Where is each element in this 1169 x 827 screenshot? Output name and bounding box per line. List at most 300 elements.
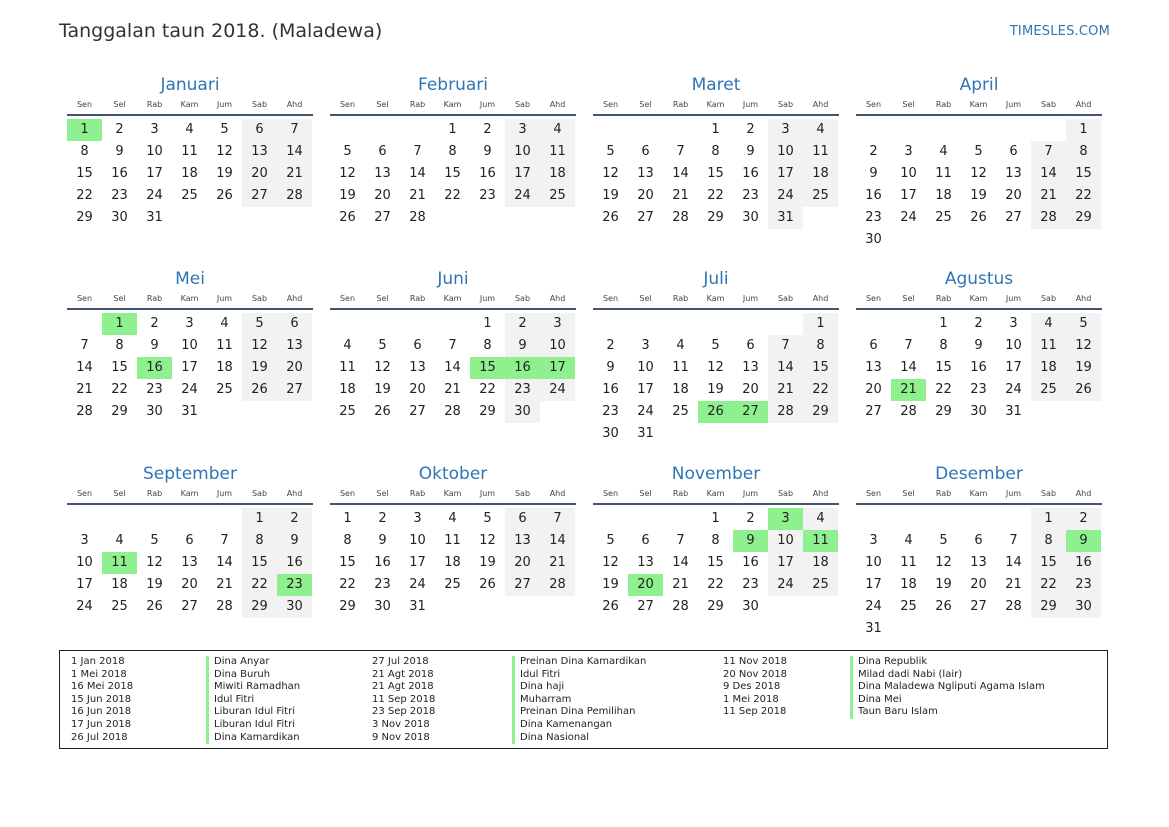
empty-cell [365, 119, 400, 141]
weekday-label: Rab [146, 294, 163, 303]
empty-cell [593, 508, 628, 530]
empty-cell [891, 508, 926, 530]
weekday-label: Rab [409, 294, 426, 303]
legend-holiday-name: Liburan Idul Fitri [206, 719, 300, 732]
weekday-label: Ahd [1075, 100, 1092, 109]
legend-date: 17 Jun 2018 [71, 718, 132, 730]
weekday-label: Sen [865, 294, 882, 303]
day-cell: 10 [146, 144, 163, 159]
weekday-label: Sab [251, 100, 268, 109]
day-cell: 23 [742, 577, 759, 592]
day-cell: 27 [374, 210, 391, 225]
day-cell: 26 [374, 404, 391, 419]
legend-holiday-name: Liburan Idul Fitri [206, 706, 300, 719]
weekday-label: Sel [902, 294, 915, 303]
day-cell: 13 [1005, 166, 1022, 181]
day-cell: 14 [672, 166, 689, 181]
day-cell: 3 [1009, 316, 1018, 331]
day-cell: 22 [935, 382, 952, 397]
day-cell: 24 [409, 577, 426, 592]
day-cell: 11 [1031, 335, 1066, 357]
day-cell: 6 [277, 313, 312, 335]
weekday-header [856, 98, 1102, 116]
day-cell: 14 [444, 360, 461, 375]
month-november [593, 463, 839, 618]
legend-date: 27 Jul 2018 [372, 656, 429, 667]
legend-holiday-name: Dina Maladewa Ngliputi Agama Islam [850, 681, 1045, 694]
day-cell: 28 [444, 404, 461, 419]
day-cell: 3 [641, 338, 650, 353]
day-cell: 30 [111, 210, 128, 225]
day-cell: 13 [637, 166, 654, 181]
day-cell: 29 [803, 401, 838, 423]
day-cell: 3 [904, 144, 913, 159]
day-cell: 24 [768, 574, 803, 596]
day-cell: 2 [869, 144, 878, 159]
day-cell: 15 [803, 357, 838, 379]
weekday-label: Jum [742, 100, 759, 109]
day-cell: 22 [339, 577, 356, 592]
day-cell: 24 [865, 599, 882, 614]
day-cell: 29 [111, 404, 128, 419]
day-cell: 28 [672, 210, 689, 225]
day-cell: 13 [505, 530, 540, 552]
day-cell: 27 [242, 185, 277, 207]
day-cell: 20 [409, 382, 426, 397]
day-cell: 26 [339, 210, 356, 225]
day-grid [856, 313, 1102, 423]
day-cell: 21 [216, 577, 233, 592]
day-cell: 7 [676, 144, 685, 159]
weekday-label: Ahd [549, 294, 566, 303]
legend-date-column [723, 656, 787, 719]
day-cell: 29 [707, 210, 724, 225]
legend-date: 23 Sep 2018 [372, 706, 436, 718]
day-cell: 8 [343, 533, 352, 548]
day-cell: 20 [505, 552, 540, 574]
month-september [67, 463, 313, 618]
day-cell: 17 [76, 577, 93, 592]
day-cell: 6 [505, 508, 540, 530]
legend-holiday-name: Dina haji [512, 681, 646, 694]
day-cell: 8 [939, 338, 948, 353]
day-cell: 5 [378, 338, 387, 353]
day-cell: 19 [216, 166, 233, 181]
month-januari [67, 74, 313, 229]
day-cell: 23 [1066, 574, 1101, 596]
weekday-label: Sel [113, 489, 126, 498]
weekday-label: Sab [251, 294, 268, 303]
day-cell: 22 [1066, 185, 1101, 207]
legend-date: 1 Jan 2018 [71, 656, 125, 667]
day-cell: 5 [220, 122, 229, 137]
legend-date: 21 Agt 2018 [372, 668, 434, 680]
weekday-header [330, 98, 576, 116]
weekday-label: Ahd [1075, 294, 1092, 303]
day-cell: 15 [707, 166, 724, 181]
day-cell: 24 [505, 185, 540, 207]
month-name: Februari [418, 75, 488, 95]
weekday-label: Sab [1040, 100, 1057, 109]
day-cell: 25 [1031, 379, 1066, 401]
weekday-label: Rab [672, 489, 689, 498]
day-cell: 25 [900, 599, 917, 614]
day-cell: 26 [479, 577, 496, 592]
weekday-header [67, 292, 313, 310]
month-mei [67, 268, 313, 423]
day-cell: 14 [768, 357, 803, 379]
day-cell: 29 [1031, 596, 1066, 618]
day-cell: 10 [409, 533, 426, 548]
day-cell: 19 [707, 382, 724, 397]
day-cell: 5 [939, 533, 948, 548]
day-cell: 5 [242, 313, 277, 335]
day-cell: 24 [146, 188, 163, 203]
day-cell: 10 [637, 360, 654, 375]
weekday-label: Sen [865, 489, 882, 498]
weekday-label: Sab [514, 100, 531, 109]
weekday-label: Sab [1040, 294, 1057, 303]
weekday-header [330, 292, 576, 310]
weekday-label: Kam [969, 489, 988, 498]
day-cell: 8 [483, 338, 492, 353]
day-cell: 4 [540, 119, 575, 141]
day-cell: 20 [374, 188, 391, 203]
day-cell: 28 [277, 185, 312, 207]
month-juli [593, 268, 839, 445]
weekday-header [593, 487, 839, 505]
day-cell: 17 [768, 552, 803, 574]
brand-link[interactable]: TIMESLES.COM [1009, 24, 1110, 39]
day-cell: 30 [865, 232, 882, 247]
day-cell: 11 [216, 338, 233, 353]
day-cell: 20 [865, 382, 882, 397]
day-cell: 31 [637, 426, 654, 441]
day-cell: 15 [935, 360, 952, 375]
weekday-label: Sab [514, 294, 531, 303]
empty-cell [67, 508, 102, 530]
weekday-label: Ahd [812, 489, 829, 498]
weekday-label: Sel [639, 100, 652, 109]
day-cell: 2 [115, 122, 124, 137]
day-cell: 21 [768, 379, 803, 401]
holiday-day: 23 [277, 574, 312, 596]
day-cell: 3 [540, 313, 575, 335]
month-name: Mei [175, 269, 205, 289]
day-cell: 18 [111, 577, 128, 592]
weekday-label: Sel [902, 100, 915, 109]
day-cell: 15 [1031, 552, 1066, 574]
weekday-label: Sen [602, 100, 619, 109]
day-cell: 17 [409, 555, 426, 570]
day-cell: 19 [146, 577, 163, 592]
day-cell: 21 [444, 382, 461, 397]
holiday-day: 3 [768, 508, 803, 530]
day-cell: 8 [1066, 141, 1101, 163]
weekday-header [67, 98, 313, 116]
day-cell: 31 [768, 207, 803, 229]
empty-cell [698, 313, 733, 335]
day-cell: 1 [242, 508, 277, 530]
day-cell: 26 [935, 599, 952, 614]
weekday-label: Sab [777, 294, 794, 303]
holiday-day: 16 [137, 357, 172, 379]
day-cell: 5 [974, 144, 983, 159]
month-name: Agustus [944, 269, 1014, 289]
day-cell: 5 [711, 338, 720, 353]
weekday-label: Kam [443, 100, 462, 109]
legend-name-column [512, 656, 646, 744]
day-cell: 25 [935, 210, 952, 225]
day-cell: 11 [672, 360, 689, 375]
legend-date: 21 Agt 2018 [372, 681, 434, 693]
day-cell: 14 [1005, 555, 1022, 570]
month-name: Desember [935, 464, 1023, 484]
empty-cell [663, 119, 698, 141]
weekday-label: Jum [1005, 100, 1022, 109]
empty-cell [400, 313, 435, 335]
day-cell: 29 [339, 599, 356, 614]
day-cell: 14 [900, 360, 917, 375]
day-cell: 19 [935, 577, 952, 592]
day-cell: 14 [1031, 163, 1066, 185]
weekday-header [856, 487, 1102, 505]
day-cell: 27 [277, 379, 312, 401]
weekday-header [593, 98, 839, 116]
day-grid [593, 313, 839, 445]
day-cell: 8 [448, 144, 457, 159]
day-cell: 21 [1005, 577, 1022, 592]
empty-cell [172, 508, 207, 530]
empty-cell [628, 313, 663, 335]
day-cell: 10 [181, 338, 198, 353]
day-cell: 5 [483, 511, 492, 526]
day-cell: 17 [181, 360, 198, 375]
day-cell: 22 [242, 574, 277, 596]
legend-holiday-name: Idul Fitri [512, 669, 646, 682]
day-cell: 6 [185, 533, 194, 548]
day-cell: 25 [540, 185, 575, 207]
day-cell: 3 [80, 533, 89, 548]
month-name: Maret [691, 75, 741, 95]
day-cell: 30 [742, 210, 759, 225]
day-cell: 25 [339, 404, 356, 419]
day-cell: 10 [505, 141, 540, 163]
day-cell: 28 [1005, 599, 1022, 614]
day-cell: 30 [970, 404, 987, 419]
day-cell: 3 [185, 316, 194, 331]
day-cell: 28 [540, 574, 575, 596]
holiday-day: 21 [891, 379, 926, 401]
day-cell: 31 [1005, 404, 1022, 419]
weekday-label: Jum [1005, 294, 1022, 303]
day-cell: 11 [803, 141, 838, 163]
day-cell: 30 [1066, 596, 1101, 618]
day-cell: 31 [181, 404, 198, 419]
day-cell: 26 [602, 599, 619, 614]
day-cell: 12 [479, 533, 496, 548]
day-cell: 25 [803, 574, 838, 596]
weekday-label: Kam [180, 489, 199, 498]
legend-date: 20 Nov 2018 [723, 668, 788, 680]
month-juni [330, 268, 576, 423]
day-cell: 23 [970, 382, 987, 397]
day-cell: 12 [602, 555, 619, 570]
day-cell: 18 [935, 188, 952, 203]
day-cell: 21 [409, 188, 426, 203]
weekday-label: Sab [777, 489, 794, 498]
day-cell: 11 [935, 166, 952, 181]
day-cell: 20 [242, 163, 277, 185]
weekday-label: Ahd [286, 489, 303, 498]
day-cell: 9 [606, 360, 615, 375]
day-cell: 17 [768, 163, 803, 185]
day-cell: 11 [900, 555, 917, 570]
legend-date: 11 Nov 2018 [723, 656, 788, 667]
weekday-label: Rab [935, 294, 952, 303]
day-cell: 23 [865, 210, 882, 225]
day-cell: 26 [146, 599, 163, 614]
weekday-label: Rab [672, 294, 689, 303]
day-cell: 20 [1005, 188, 1022, 203]
day-cell: 5 [1066, 313, 1101, 335]
day-cell: 16 [1066, 552, 1101, 574]
holiday-day: 20 [628, 574, 663, 596]
day-cell: 6 [869, 338, 878, 353]
day-cell: 12 [707, 360, 724, 375]
day-cell: 7 [413, 144, 422, 159]
legend-holiday-name: Taun Baru Islam [850, 706, 1045, 719]
month-name: September [143, 464, 237, 484]
day-cell: 7 [676, 533, 685, 548]
day-cell: 3 [768, 119, 803, 141]
day-cell: 12 [970, 166, 987, 181]
day-cell: 23 [374, 577, 391, 592]
weekday-label: Sel [376, 489, 389, 498]
day-cell: 6 [746, 338, 755, 353]
day-cell: 17 [637, 382, 654, 397]
day-cell: 2 [505, 313, 540, 335]
day-cell: 28 [672, 599, 689, 614]
month-agustus [856, 268, 1102, 423]
day-cell: 4 [343, 338, 352, 353]
legend-holiday-name: Dina Nasional [512, 732, 646, 745]
day-cell: 12 [935, 555, 952, 570]
day-cell: 13 [970, 555, 987, 570]
weekday-label: Kam [706, 100, 725, 109]
day-cell: 27 [865, 404, 882, 419]
day-cell: 21 [277, 163, 312, 185]
weekday-label: Ahd [286, 294, 303, 303]
day-cell: 13 [865, 360, 882, 375]
weekday-label: Ahd [549, 489, 566, 498]
day-cell: 28 [1031, 207, 1066, 229]
month-oktober [330, 463, 576, 618]
month-februari [330, 74, 576, 229]
legend-date: 1 Mei 2018 [71, 668, 127, 680]
day-cell: 8 [242, 530, 277, 552]
weekday-label: Sen [602, 489, 619, 498]
day-cell: 27 [637, 210, 654, 225]
holiday-day: 11 [803, 530, 838, 552]
day-cell: 16 [602, 382, 619, 397]
day-cell: 2 [746, 511, 755, 526]
weekday-label: Rab [935, 489, 952, 498]
day-cell: 30 [602, 426, 619, 441]
holiday-day: 9 [733, 530, 768, 552]
day-cell: 8 [803, 335, 838, 357]
day-cell: 7 [1031, 141, 1066, 163]
weekday-label: Jum [742, 294, 759, 303]
day-cell: 24 [768, 185, 803, 207]
day-cell: 31 [865, 621, 882, 636]
legend-holiday-name: Miwiti Ramadhan [206, 681, 300, 694]
day-cell: 23 [742, 188, 759, 203]
holiday-day: 11 [102, 552, 137, 574]
day-cell: 24 [637, 404, 654, 419]
day-cell: 28 [76, 404, 93, 419]
month-name: April [959, 75, 999, 95]
weekday-label: Sen [76, 489, 93, 498]
empty-cell [593, 313, 628, 335]
empty-cell [663, 508, 698, 530]
day-cell: 27 [505, 574, 540, 596]
weekday-header [856, 292, 1102, 310]
day-cell: 4 [676, 338, 685, 353]
day-grid [856, 119, 1102, 251]
empty-cell [996, 119, 1031, 141]
day-cell: 29 [1066, 207, 1101, 229]
weekday-label: Kam [180, 100, 199, 109]
day-cell: 14 [76, 360, 93, 375]
day-cell: 28 [409, 210, 426, 225]
empty-cell [137, 508, 172, 530]
day-cell: 1 [1031, 508, 1066, 530]
day-cell: 13 [637, 555, 654, 570]
day-cell: 24 [540, 379, 575, 401]
day-cell: 27 [409, 404, 426, 419]
day-cell: 20 [742, 382, 759, 397]
weekday-label: Sen [602, 294, 619, 303]
day-cell: 17 [1005, 360, 1022, 375]
day-cell: 15 [111, 360, 128, 375]
day-cell: 8 [115, 338, 124, 353]
legend-holiday-name: Dina Buruh [206, 669, 300, 682]
empty-cell [961, 119, 996, 141]
day-cell: 19 [374, 382, 391, 397]
day-grid [67, 313, 313, 423]
weekday-label: Ahd [549, 100, 566, 109]
weekday-label: Sen [76, 294, 93, 303]
weekday-label: Ahd [812, 294, 829, 303]
day-cell: 10 [900, 166, 917, 181]
day-cell: 1 [343, 511, 352, 526]
day-cell: 25 [181, 188, 198, 203]
weekday-label: Kam [706, 294, 725, 303]
day-cell: 14 [277, 141, 312, 163]
legend-date: 16 Jun 2018 [71, 706, 132, 718]
day-cell: 9 [115, 144, 124, 159]
day-cell: 4 [115, 533, 124, 548]
day-cell: 4 [803, 508, 838, 530]
weekday-header [593, 292, 839, 310]
day-cell: 20 [181, 577, 198, 592]
day-cell: 25 [216, 382, 233, 397]
weekday-label: Jum [216, 489, 233, 498]
legend-date: 26 Jul 2018 [71, 731, 128, 743]
day-cell: 4 [448, 511, 457, 526]
holiday-day: 17 [540, 357, 575, 379]
